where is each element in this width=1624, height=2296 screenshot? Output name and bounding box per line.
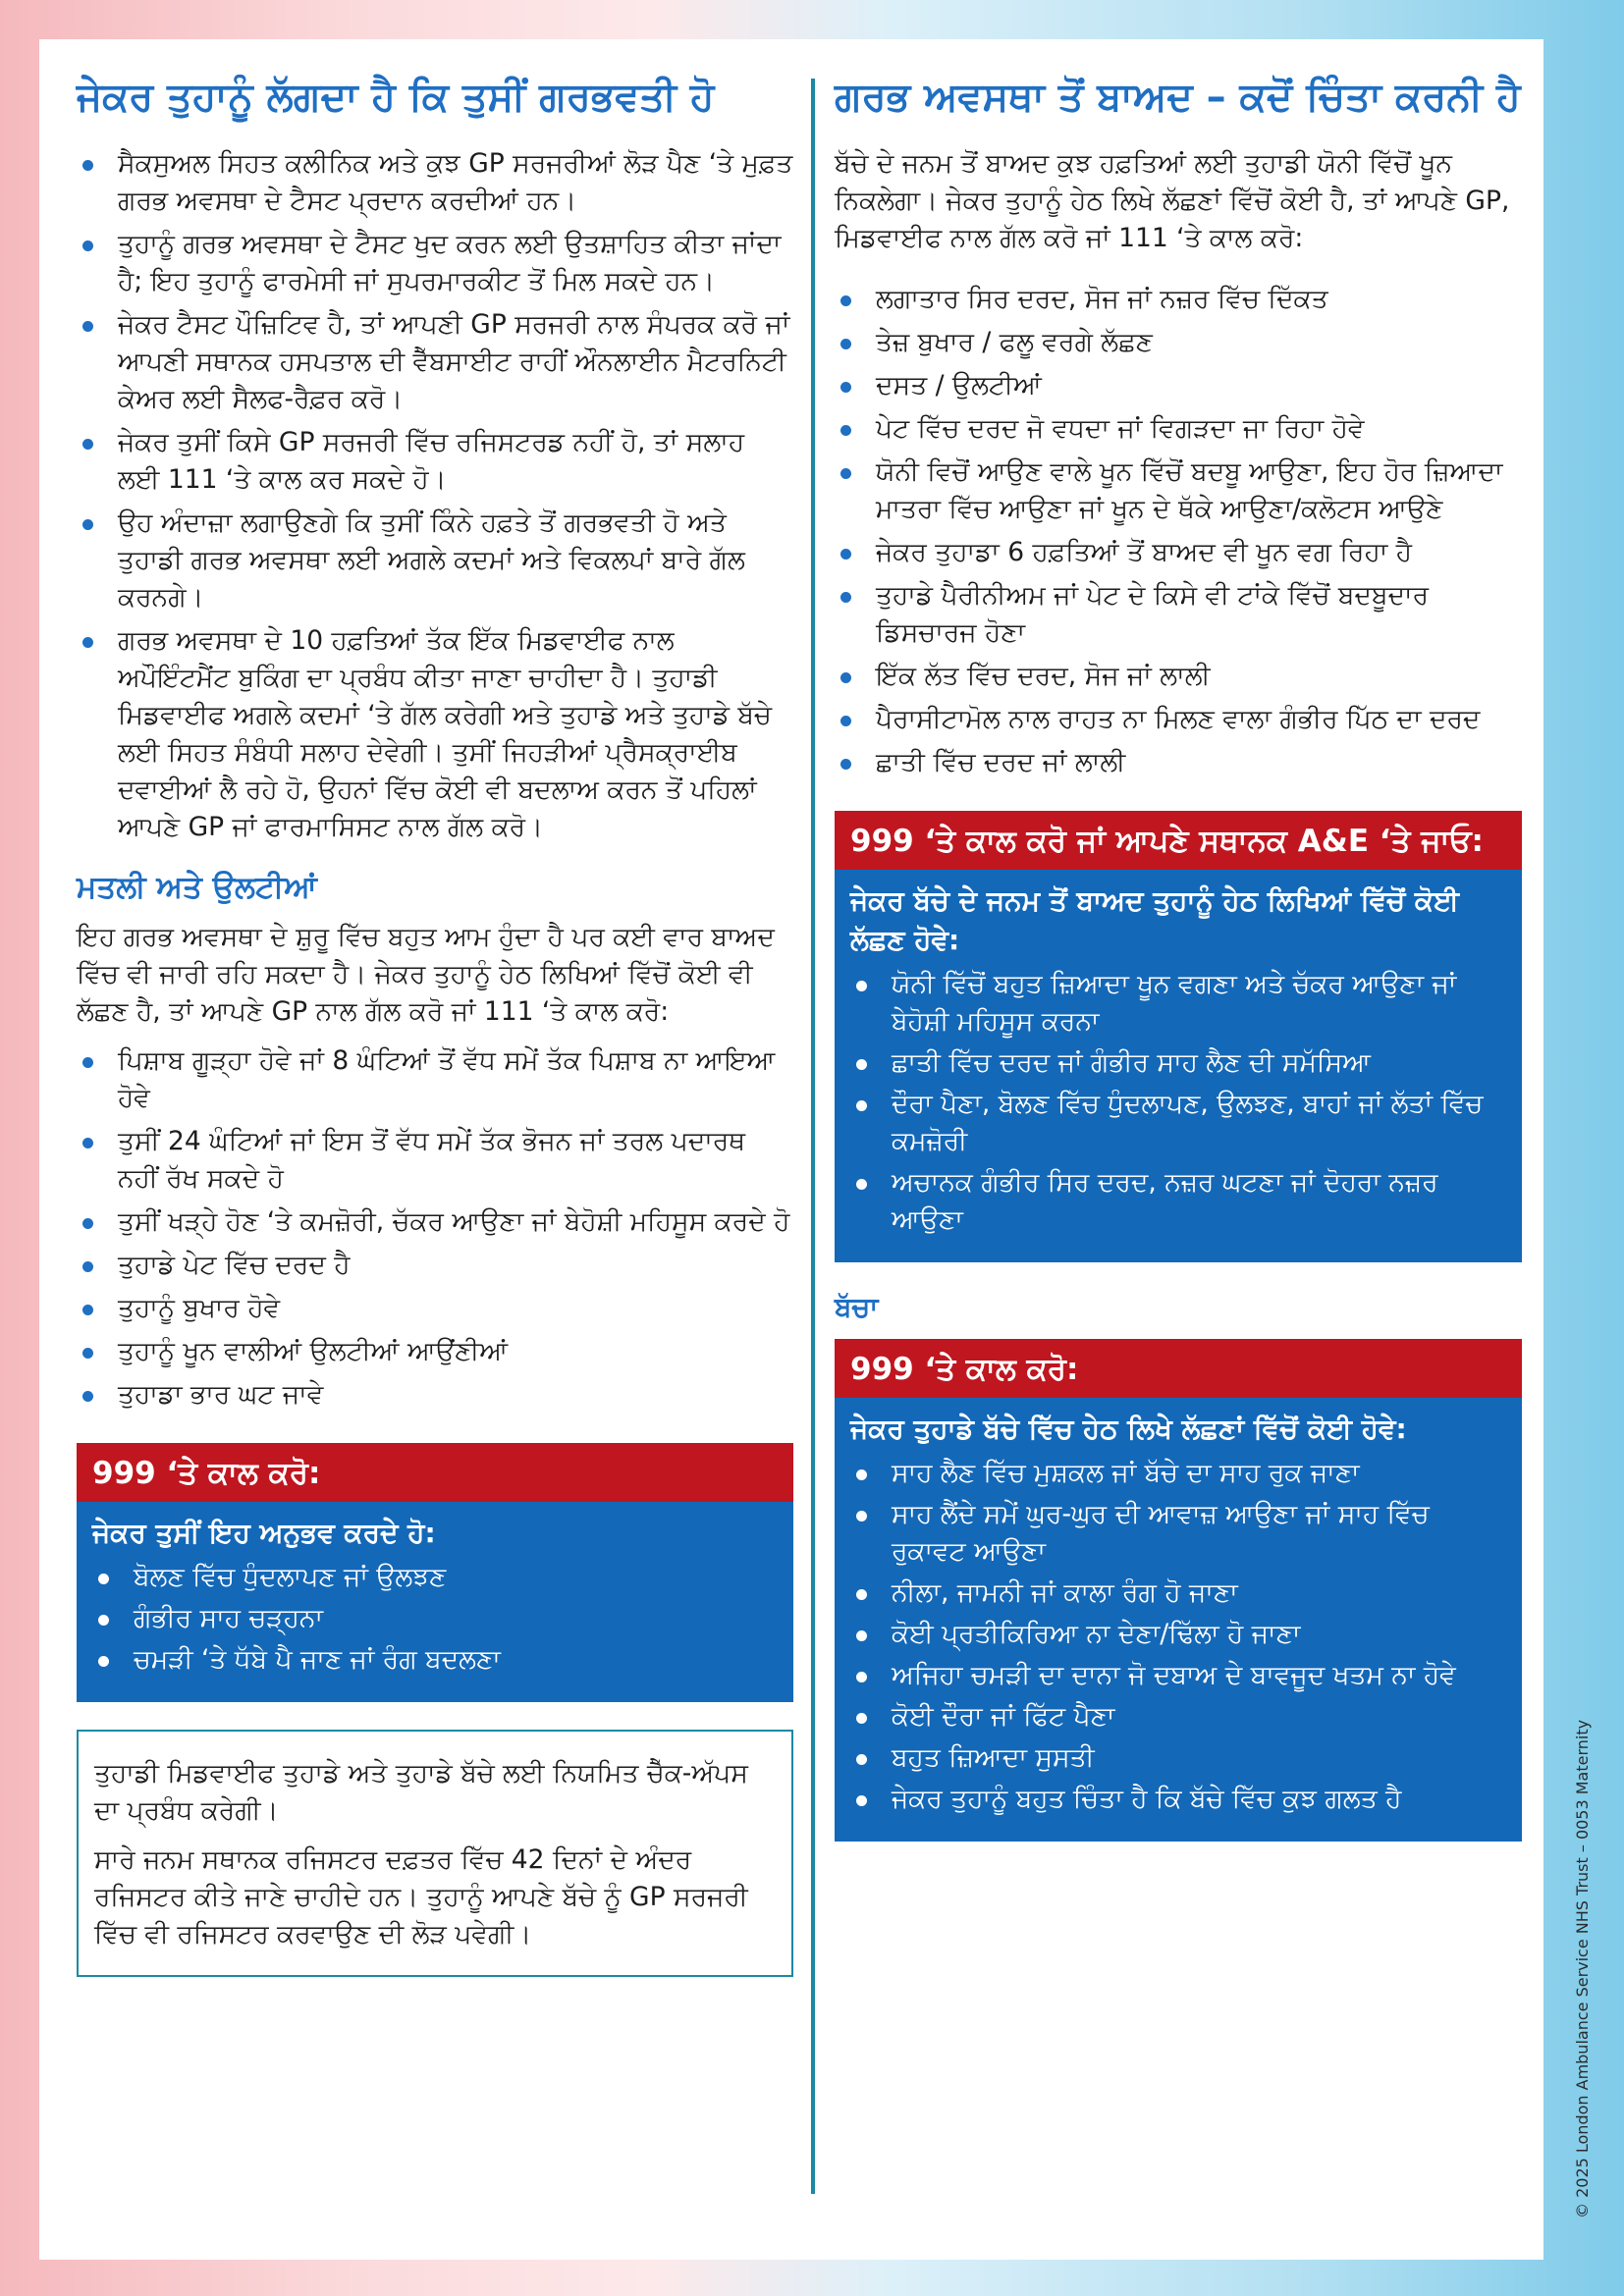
list-item: ਸਾਹ ਲੈਣ ਵਿੱਚ ਮੁਸ਼ਕਲ ਜਾਂ ਬੱਚੇ ਦਾ ਸਾਹ ਰੁਕ ਜਾਣਾ	[850, 1455, 1506, 1492]
list-item: ਬਹੁਤ ਜ਼ਿਆਦਾ ਸੁਸਤੀ	[850, 1739, 1506, 1777]
list-item: ਤੁਹਾਨੂੰ ਬੁਖਾਰ ਹੋਵੇ	[77, 1290, 793, 1327]
list-item: ਜੇਕਰ ਤੁਹਾਡਾ 6 ਹਫ਼ਤਿਆਂ ਤੋਂ ਬਾਅਦ ਵੀ ਖੂਨ ਵਗ ਰਿਹਾ ਹੈ	[835, 534, 1522, 571]
list-item: ਤੁਹਾਨੂੰ ਗਰਭ ਅਵਸਥਾ ਦੇ ਟੈਸਟ ਖੁਦ ਕਰਨ ਲਈ ਉਤਸ਼ਾਹਿਤ ਕੀਤਾ ਜਾਂਦਾ ਹੈ; ਇਹ ਤੁਹਾਨੂੰ ਫਾਰਮੇਸੀ ਜਾਂ ਸੁਪਰਮਾਰਕੀਟ ਤੋਂ ਮਿਲ ਸਕਦੇ ਹਨ।	[77, 226, 793, 300]
list-item: ਛਾਤੀ ਵਿੱਚ ਦਰਦ ਜਾਂ ਲਾਲੀ	[835, 744, 1522, 781]
alert-title: 999 ‘ਤੇ ਕਾਲ ਕਰੋ:	[77, 1443, 793, 1502]
alert-body	[835, 870, 1522, 1262]
pregnant-list	[77, 145, 793, 846]
list-item: ਕੋਈ ਪ੍ਰਤੀਕਿਰਿਆ ਨਾ ਦੇਣਾ/ਢਿੱਲਾ ਹੋ ਜਾਣਾ	[850, 1616, 1506, 1653]
list-item: ਤੁਹਾਨੂੰ ਖੂਨ ਵਾਲੀਆਂ ਉਲਟੀਆਂ ਆਉਂਣੀਆਂ	[77, 1333, 793, 1370]
list-item: ਉਹ ਅੰਦਾਜ਼ਾ ਲਗਾਉਣਗੇ ਕਿ ਤੁਸੀਂ ਕਿੰਨੇ ਹਫ਼ਤੇ ਤੋਂ ਗਰਭਵਤੀ ਹੋ ਅਤੇ ਤੁਹਾਡੀ ਗਰਭ ਅਵਸਥਾ ਲਈ ਅਗਲੇ ਕਦਮਾਂ ਅਤੇ ਵਿਕਲਪਾਂ ਬਾਰੇ ਗੱਲ ਕਰਨਗੇ।	[77, 505, 793, 616]
list-item: ਤੇਜ਼ ਬੁਖਾਰ / ਫਲੂ ਵਰਗੇ ਲੱਛਣ	[835, 324, 1522, 361]
nausea-intro: ਇਹ ਗਰਭ ਅਵਸਥਾ ਦੇ ਸ਼ੁਰੂ ਵਿੱਚ ਬਹੁਤ ਆਮ ਹੁੰਦਾ ਹੈ ਪਰ ਕਈ ਵਾਰ ਬਾਅਦ ਵਿੱਚ ਵੀ ਜਾਰੀ ਰਹਿ ਸਕਦਾ ਹੈ। ਜੇਕਰ ਤੁਹਾਨੂੰ ਹੇਠ ਲਿਖਿਆਂ ਵਿੱਚੋਂ ਕੋਈ ਵੀ ਲੱਛਣ ਹੈ, ਤਾਂ ਆਪਣੇ GP ਨਾਲ ਗੱਲ ਕਰੋ ਜਾਂ 111 ‘ਤੇ ਕਾਲ ਕਰੋ:	[77, 922, 775, 1027]
nausea-list	[77, 1042, 793, 1414]
pregnant-heading: ਜੇਕਰ ਤੁਹਾਨੂੰ ਲੱਗਦਾ ਹੈ ਕਿ ਤੁਸੀਂ ਗਰਭਵਤੀ ਹੋ	[77, 75, 715, 120]
copyright-text: © 2025 London Ambulance Service NHS Trust – 0053 Maternity	[1573, 1719, 1592, 2218]
alert-list	[850, 1455, 1506, 1818]
list-item: ਲਗਾਤਾਰ ਸਿਰ ਦਰਦ, ਸੋਜ ਜਾਂ ਨਜ਼ਰ ਵਿੱਚ ਦਿੱਕਤ	[835, 281, 1522, 318]
list-item: ਤੁਹਾਡੇ ਪੇਟ ਵਿੱਚ ਦਰਦ ਹੈ	[77, 1247, 793, 1284]
list-item: ਪਿਸ਼ਾਬ ਗੂੜ੍ਹਾ ਹੋਵੇ ਜਾਂ 8 ਘੰਟਿਆਂ ਤੋਂ ਵੱਧ ਸਮੇਂ ਤੱਕ ਪਿਸ਼ਾਬ ਨਾ ਆਇਆ ਹੋਵੇ	[77, 1042, 793, 1117]
alert-title: 999 ‘ਤੇ ਕਾਲ ਕਰੋ ਜਾਂ ਆਪਣੇ ਸਥਾਨਕ A&E ‘ਤੇ ਜਾਓ:	[835, 811, 1522, 870]
alert-title: 999 ‘ਤੇ ਕਾਲ ਕਰੋ:	[835, 1339, 1522, 1398]
list-item: ਜੇਕਰ ਤੁਹਾਨੂੰ ਬਹੁਤ ਚਿੰਤਾ ਹੈ ਕਿ ਬੱਚੇ ਵਿੱਚ ਕੁਝ ਗਲਤ ਹੈ	[850, 1781, 1506, 1818]
list-item: ਜੇਕਰ ਟੈਸਟ ਪੌਜ਼ਿਟਿਵ ਹੈ, ਤਾਂ ਆਪਣੀ GP ਸਰਜਰੀ ਨਾਲ ਸੰਪਰਕ ਕਰੋ ਜਾਂ ਆਪਣੀ ਸਥਾਨਕ ਹਸਪਤਾਲ ਦੀ ਵੈੱਬਸਾਈਟ ਰਾਹੀਂ ਔਨਲਾਈਨ ਮੈਟਰਨਿਟੀ ਕੇਅਰ ਲਈ ਸੈਲਫ-ਰੈਫ਼ਰ ਕਰੋ।	[77, 306, 793, 418]
note-text: ਸਾਰੇ ਜਨਮ ਸਥਾਨਕ ਰਜਿਸਟਰ ਦਫ਼ਤਰ ਵਿੱਚ 42 ਦਿਨਾਂ ਦੇ ਅੰਦਰ ਰਜਿਸਟਰ ਕੀਤੇ ਜਾਣੇ ਚਾਹੀਦੇ ਹਨ। ਤੁਹਾਨੂੰ ਆਪਣੇ ਬੱਚੇ ਨੂੰ GP ਸਰਜਰੀ ਵਿੱਚ ਵੀ ਰਜਿਸਟਰ ਕਰਵਾਉਣ ਦੀ ਲੋੜ ਪਵੇਗੀ।	[94, 1844, 748, 1949]
list-item: ਦੌਰਾ ਪੈਣਾ, ਬੋਲਣ ਵਿੱਚ ਧੁੰਦਲਾਪਣ, ਉਲਝਣ, ਬਾਹਾਂ ਜਾਂ ਲੱਤਾਂ ਵਿੱਚ ਕਮਜ਼ੋਰੀ	[850, 1086, 1506, 1160]
list-item: ਬੋਲਣ ਵਿੱਚ ਧੁੰਦਲਾਪਣ ਜਾਂ ਉਲਝਣ	[92, 1559, 778, 1596]
alert-list	[92, 1559, 778, 1679]
alert-body	[77, 1502, 793, 1702]
leaflet-page	[39, 39, 1543, 2260]
list-item: ਚਮੜੀ ‘ਤੇ ਧੱਬੇ ਪੈ ਜਾਣ ਜਾਂ ਰੰਗ ਬਦਲਣਾ	[92, 1641, 778, 1679]
alert-lead: ਜੇਕਰ ਬੱਚੇ ਦੇ ਜਨਮ ਤੋਂ ਬਾਅਦ ਤੁਹਾਨੂੰ ਹੇਠ ਲਿਖਿਆਂ ਵਿੱਚੋਂ ਕੋਈ ਲੱਛਣ ਹੋਵੇ:	[850, 884, 1459, 956]
list-item: ਤੁਹਾਡੇ ਪੈਰੀਨੀਅਮ ਜਾਂ ਪੇਟ ਦੇ ਕਿਸੇ ਵੀ ਟਾਂਕੇ ਵਿੱਚੋਂ ਬਦਬੂਦਾਰ ਡਿਸਚਾਰਜ ਹੋਣਾ	[835, 577, 1522, 652]
list-item: ਤੁਸੀਂ 24 ਘੰਟਿਆਂ ਜਾਂ ਇਸ ਤੋਂ ਵੱਧ ਸਮੇਂ ਤੱਕ ਭੋਜਨ ਜਾਂ ਤਰਲ ਪਦਾਰਥ ਨਹੀਂ ਰੱਖ ਸਕਦੇ ਹੋ	[77, 1123, 793, 1198]
after-list	[835, 281, 1522, 781]
after-intro: ਬੱਚੇ ਦੇ ਜਨਮ ਤੋਂ ਬਾਅਦ ਕੁਝ ਹਫ਼ਤਿਆਂ ਲਈ ਤੁਹਾਡੀ ਯੋਨੀ ਵਿੱਚੋਂ ਖੂਨ ਨਿਕਲੇਗਾ। ਜੇਕਰ ਤੁਹਾਨੂੰ ਹੇਠ ਲਿਖੇ ਲੱਛਣਾਂ ਵਿੱਚੋਂ ਕੋਈ ਹੈ, ਤਾਂ ਆਪਣੇ GP, ਮਿਡਵਾਈਫ ਨਾਲ ਗੱਲ ਕਰੋ ਜਾਂ 111 ‘ਤੇ ਕਾਲ ਕਰੋ:	[835, 148, 1510, 253]
list-item: ਯੋਨੀ ਵਿੱਚੋਂ ਬਹੁਤ ਜ਼ਿਆਦਾ ਖੂਨ ਵਗਣਾ ਅਤੇ ਚੱਕਰ ਆਉਣਾ ਜਾਂ ਬੇਹੋਸ਼ੀ ਮਹਿਸੂਸ ਕਰਨਾ	[850, 966, 1506, 1041]
alert-lead: ਜੇਕਰ ਤੁਸੀਂ ਇਹ ਅਨੁਭਵ ਕਰਦੇ ਹੋ:	[92, 1517, 436, 1549]
list-item: ਅਜਿਹਾ ਚਮੜੀ ਦਾ ਦਾਨਾ ਜੋ ਦਬਾਅ ਦੇ ਬਾਵਜੂਦ ਖਤਮ ਨਾ ਹੋਵੇ	[850, 1657, 1506, 1694]
list-item: ਜੇਕਰ ਤੁਸੀਂ ਕਿਸੇ GP ਸਰਜਰੀ ਵਿੱਚ ਰਜਿਸਟਰਡ ਨਹੀਂ ਹੋ, ਤਾਂ ਸਲਾਹ ਲਈ 111 ‘ਤੇ ਕਾਲ ਕਰ ਸਕਦੇ ਹੋ।	[77, 424, 793, 499]
list-item: ਦਸਤ / ਉਲਟੀਆਂ	[835, 367, 1522, 404]
list-item: ਕੋਈ ਦੌਰਾ ਜਾਂ ਫਿੱਟ ਪੈਣਾ	[850, 1698, 1506, 1735]
list-item: ਤੁਸੀਂ ਖੜ੍ਹੇ ਹੋਣ ‘ਤੇ ਕਮਜ਼ੋਰੀ, ਚੱਕਰ ਆਉਣਾ ਜਾਂ ਬੇਹੋਸ਼ੀ ਮਹਿਸੂਸ ਕਰਦੇ ਹੋ	[77, 1203, 793, 1241]
alert-body	[835, 1398, 1522, 1842]
right-column	[835, 39, 1522, 1842]
list-item: ਸੈਕਸੁਅਲ ਸਿਹਤ ਕਲੀਨਿਕ ਅਤੇ ਕੁਝ GP ਸਰਜਰੀਆਂ ਲੋੜ ਪੈਣ ‘ਤੇ ਮੁਫ਼ਤ ਗਰਭ ਅਵਸਥਾ ਦੇ ਟੈਸਟ ਪ੍ਰਦਾਨ ਕਰਦੀਆਂ ਹਨ।	[77, 145, 793, 220]
list-item: ਗਰਭ ਅਵਸਥਾ ਦੇ 10 ਹਫ਼ਤਿਆਂ ਤੱਕ ਇੱਕ ਮਿਡਵਾਈਫ ਨਾਲ ਅਪੌਇੰਟਮੈਂਟ ਬੁਕਿੰਗ ਦਾ ਪ੍ਰਬੰਧ ਕੀਤਾ ਜਾਣਾ ਚਾਹੀਦਾ ਹੈ। ਤੁਹਾਡੀ ਮਿਡਵਾਈਫ ਅਗਲੇ ਕਦਮਾਂ ‘ਤੇ ਗੱਲ ਕਰੇਗੀ ਅਤੇ ਤੁਹਾਡੇ ਅਤੇ ਤੁਹਾਡੇ ਬੱਚੇ ਲਈ ਸਿਹਤ ਸੰਬੰਧੀ ਸਲਾਹ ਦੇਵੇਗੀ। ਤੁਸੀਂ ਜਿਹੜੀਆਂ ਪ੍ਰੈਸਕ੍ਰਾਈਬ ਦਵਾਈਆਂ ਲੈ ਰਹੇ ਹੋ, ਉਹਨਾਂ ਵਿੱਚ ਕੋਈ ਵੀ ਬਦਲਾਅ ਕਰਨ ਤੋਂ ਪਹਿਲਾਂ ਆਪਣੇ GP ਜਾਂ ਫਾਰਮਾਸਿਸਟ ਨਾਲ ਗੱਲ ਕਰੋ।	[77, 622, 793, 846]
list-item: ਅਚਾਨਕ ਗੰਭੀਰ ਸਿਰ ਦਰਦ, ਨਜ਼ਰ ਘਟਣਾ ਜਾਂ ਦੋਹਰਾ ਨਜ਼ਰ ਆਉਣਾ	[850, 1164, 1506, 1239]
nausea-heading: ਮਤਲੀ ਅਤੇ ਉਲਟੀਆਂ	[77, 870, 318, 905]
list-item: ਪੈਰਾਸੀਟਾਮੋਲ ਨਾਲ ਰਾਹਤ ਨਾ ਮਿਲਣ ਵਾਲਾ ਗੰਭੀਰ ਪਿੱਠ ਦਾ ਦਰਦ	[835, 701, 1522, 738]
list-item: ਛਾਤੀ ਵਿੱਚ ਦਰਦ ਜਾਂ ਗੰਭੀਰ ਸਾਹ ਲੈਣ ਦੀ ਸਮੱਸਿਆ	[850, 1044, 1506, 1082]
after-pregnancy-heading: ਗਰਭ ਅਵਸਥਾ ਤੋਂ ਬਾਅਦ – ਕਦੋਂ ਚਿੰਤਾ ਕਰਨੀ ਹੈ	[835, 75, 1521, 120]
call-999-box	[77, 1443, 793, 1702]
alert-lead: ਜੇਕਰ ਤੁਹਾਡੇ ਬੱਚੇ ਵਿੱਚ ਹੇਠ ਲਿਖੇ ਲੱਛਣਾਂ ਵਿੱਚੋਂ ਕੋਈ ਹੋਵੇ:	[850, 1413, 1407, 1445]
note-text: ਤੁਹਾਡੀ ਮਿਡਵਾਈਫ ਤੁਹਾਡੇ ਅਤੇ ਤੁਹਾਡੇ ਬੱਚੇ ਲਈ ਨਿਯਮਿਤ ਚੈੱਕ-ਅੱਪਸ ਦਾ ਪ੍ਰਬੰਧ ਕਰੇਗੀ।	[94, 1758, 748, 1826]
list-item: ਇੱਕ ਲੱਤ ਵਿੱਚ ਦਰਦ, ਸੋਜ ਜਾਂ ਲਾਲੀ	[835, 658, 1522, 695]
list-item: ਸਾਹ ਲੈਂਦੇ ਸਮੇਂ ਘੁਰ-ਘੁਰ ਦੀ ਆਵਾਜ਼ ਆਉਣਾ ਜਾਂ ਸਾਹ ਵਿੱਚ ਰੁਕਾਵਟ ਆਉਣਾ	[850, 1496, 1506, 1571]
list-item: ਗੰਭੀਰ ਸਾਹ ਚੜ੍ਹਨਾ	[92, 1600, 778, 1637]
midwife-note-box	[77, 1730, 793, 1977]
left-column	[77, 39, 793, 1977]
alert-list	[850, 966, 1506, 1239]
baby-heading: ਬੱਚਾ	[835, 1291, 879, 1323]
list-item: ਪੇਟ ਵਿੱਚ ਦਰਦ ਜੋ ਵਧਦਾ ਜਾਂ ਵਿਗੜਦਾ ਜਾ ਰਿਹਾ ਹੋਵੇ	[835, 410, 1522, 448]
list-item: ਨੀਲਾ, ਜਾਮਨੀ ਜਾਂ ਕਾਲਾ ਰੰਗ ਹੋ ਜਾਣਾ	[850, 1575, 1506, 1612]
baby-call-999-box	[835, 1339, 1522, 1842]
call-999-ae-box	[835, 811, 1522, 1262]
list-item: ਤੁਹਾਡਾ ਭਾਰ ਘਟ ਜਾਵੇ	[77, 1376, 793, 1414]
column-divider	[811, 79, 815, 2194]
list-item: ਯੋਨੀ ਵਿਚੋਂ ਆਉਣ ਵਾਲੇ ਖੂਨ ਵਿੱਚੋਂ ਬਦਬੂ ਆਉਣਾ, ਇਹ ਹੋਰ ਜ਼ਿਆਦਾ ਮਾਤਰਾ ਵਿੱਚ ਆਉਣਾ ਜਾਂ ਖੂਨ ਦੇ ਥੱਕੇ ਆਉਣਾ/ਕਲੋਟਸ ਆਉਣੇ	[835, 454, 1522, 528]
